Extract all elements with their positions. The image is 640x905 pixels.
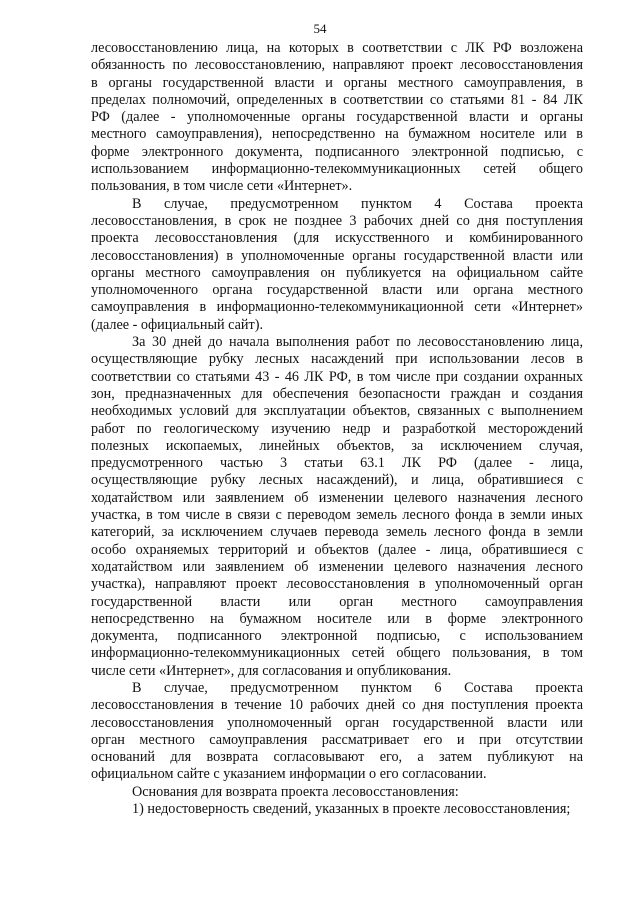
text-line: необходимых условий для эксплуатации объектов, связанных с выполнением — [91, 403, 583, 420]
text-line: местного самоуправления), непосредственно на бумажном носителе или в — [91, 126, 583, 143]
text-line: осуществляющие рубку лесных насаждений при использовании лесов в — [91, 351, 583, 368]
text-line: информационно-телекоммуникационных сетей общего пользования, в том — [91, 645, 583, 662]
text-line: работ по геологическому изучению недр и разработкой месторождений — [91, 420, 583, 437]
text-line: полезных ископаемых, линейных объектов, за исключением случая, — [91, 437, 583, 454]
text-line: За 30 дней до начала выполнения работ по лесовосстановлению лица, — [132, 334, 583, 351]
text-line: в органы государственной власти и органы местного самоуправления, в — [91, 74, 583, 91]
text-line: обязанность по лесовосстановлению, направляют проект лесовосстановления — [91, 57, 583, 74]
text-line: лесовосстановления уполномоченный орган государственной власти или — [91, 714, 583, 731]
text-line: форме электронного документа, подписанного электронной подписью, с — [91, 143, 583, 160]
body-text — [91, 40, 583, 818]
text-line: осуществляющие рубку лесных насаждений), и лица, обратившиеся с — [91, 472, 583, 489]
text-line: участка), направляют проект лесовосстановления в уполномоченный орган — [91, 576, 583, 593]
text-line: категорий, за исключением случаев перевода земель лесного фонда в земли — [91, 524, 583, 541]
text-line: ходатайством или заявлением об изменении целевого назначения лесного — [91, 489, 583, 506]
text-line: документа, подписанного электронной подписью, с использованием — [91, 628, 583, 645]
text-line: проекта лесовосстановления (для искусственного и комбинированного — [91, 230, 583, 247]
text-line: использованием информационно-телекоммуникационных сетей общего — [91, 161, 583, 178]
text-line: числе сети «Интернет», для согласования и опубликования. — [91, 662, 452, 679]
text-line: непосредственно на бумажном носителе или в форме электронного — [91, 610, 583, 627]
text-line: зон, предназначенных для обеспечения безопасности граждан и создания — [91, 385, 583, 402]
text-line: орган местного самоуправления рассматривает его и при отсутствии — [91, 731, 583, 748]
text-line: В случае, предусмотренном пунктом 6 Состава проекта — [132, 679, 583, 696]
text-line: официальном сайте с указанием информации о его согласовании. — [91, 766, 487, 783]
text-line: лесовосстановления) в уполномоченные органы государственной власти или — [91, 247, 583, 264]
text-line: пределах полномочий, определенных в соответствии со статьями 81 - 84 ЛК — [91, 91, 583, 108]
text-line: соответствии со статьями 43 - 46 ЛК РФ, в том числе при создании охранных — [91, 368, 583, 385]
page-number: 54 — [313, 21, 327, 36]
text-line: самоуправления в информационно-телекоммуникационной сети «Интернет» — [91, 299, 583, 316]
text-line: 1) недостоверность сведений, указанных в проекте лесовосстановления; — [132, 801, 571, 818]
text-line: особо охраняемых территорий и объектов (далее - лица, обратившиеся с — [91, 541, 583, 558]
text-line: пользования, в том числе сети «Интернет». — [91, 178, 353, 195]
text-line: государственной власти или орган местного самоуправления — [91, 593, 583, 610]
text-line: участка, в том числе в связи с переводом земель лесного фонда в земли иных — [91, 507, 583, 524]
text-line: В случае, предусмотренном пунктом 4 Состава проекта — [132, 195, 583, 212]
text-line: предусмотренного частью 3 статьи 63.1 ЛК РФ (далее - лица, — [91, 455, 583, 472]
text-line: оснований для возврата согласовывают его, а затем публикуют на — [91, 749, 583, 766]
text-line: лесовосстановления в течение 10 рабочих дней со дня поступления проекта — [91, 697, 583, 714]
text-line: уполномоченного органа государственной власти или органа местного — [91, 282, 583, 299]
text-line: органы местного самоуправления он публикуется на официальном сайте — [91, 264, 583, 281]
text-line: (далее - официальный сайт). — [91, 316, 263, 333]
text-line: Основания для возврата проекта лесовосстановления: — [132, 783, 459, 800]
text-line: РФ (далее - уполномоченные органы государственной власти и органы — [91, 109, 583, 126]
text-line: ходатайством или заявлением об изменении целевого назначения лесного — [91, 558, 583, 575]
text-line: лесовосстановлению лица, на которых в соответствии с ЛК РФ возложена — [91, 40, 583, 56]
text-line: лесовосстановления, в срок не позднее 3 рабочих дней со дня поступления — [91, 212, 583, 229]
